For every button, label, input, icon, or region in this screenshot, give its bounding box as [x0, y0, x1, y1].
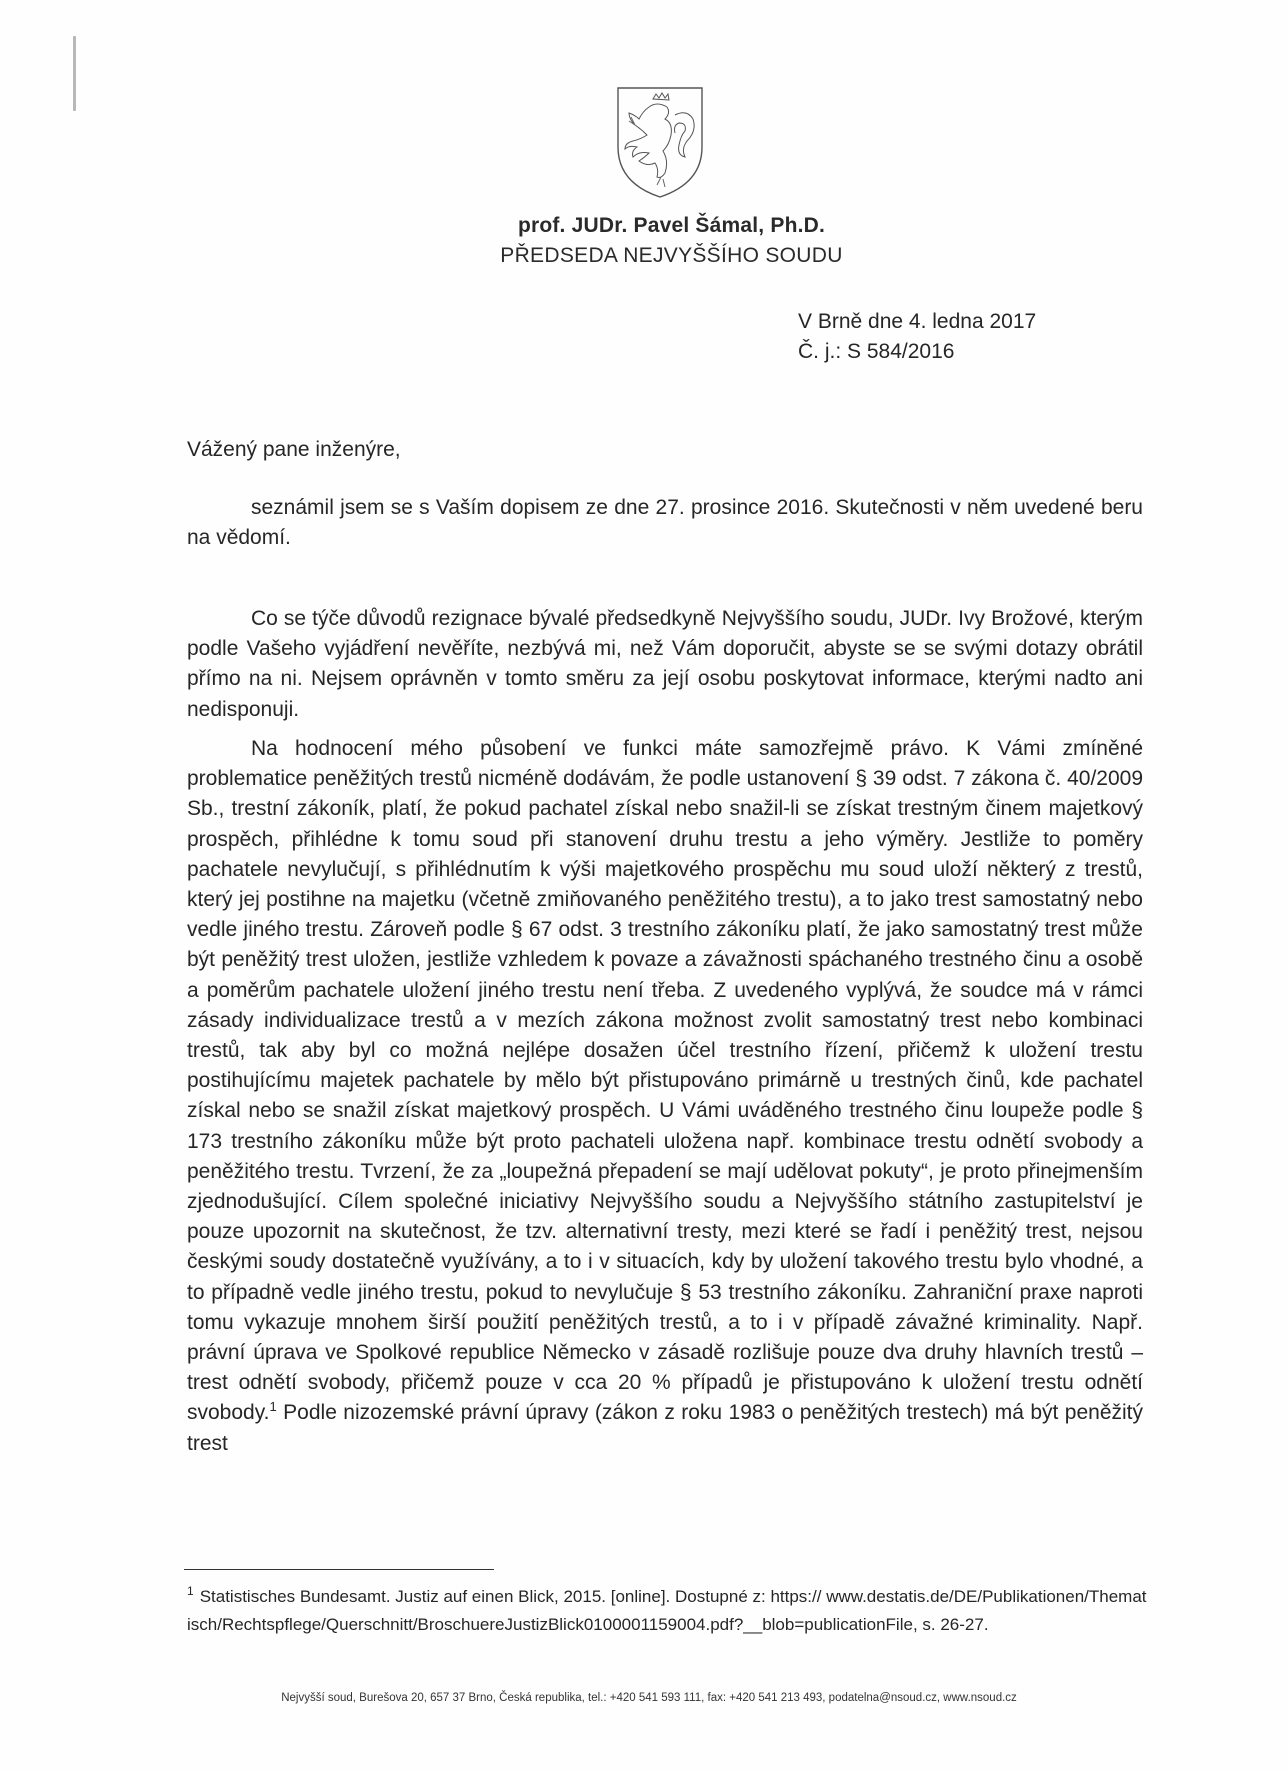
paragraph-text-continued: Podle nizozemské právní úpravy (zákon z roku 1983 o peněžitých trestech) má být peněžitý trest [187, 1401, 1143, 1455]
sender-title: PŘEDSEDA NEJVYŠŠÍHO SOUDU [500, 244, 843, 267]
body-paragraph-1 [187, 493, 1143, 553]
footnote-reference: 1 [269, 1399, 277, 1415]
footnote-separator [184, 1569, 494, 1570]
body-paragraph-2 [187, 604, 1143, 725]
body-paragraph-3 [187, 734, 1143, 1459]
sender-name: prof. JUDr. Pavel Šámal, Ph.D. [517, 214, 826, 237]
footnote-text: Statistisches Bundesamt. Justiz auf einen Blick, 2015. [online]. Dostupné z: https:// www.destatis.de/DE/Publikationen/Thematisch/Rechtspflege/Querschnitt/BroschuereJustizBlick0100001159004.pdf?__blob=publicationFile, s. 26-27. [187, 1587, 1147, 1634]
paragraph-text-container [187, 734, 1143, 1459]
footnote-mark: 1 [187, 1584, 194, 1599]
paragraph-text: Na hodnocení mého působení ve funkci máte samozřejmě právo. K Vámi zmíněné problematice peněžitých trestů nicméně dodávám, že podle ustanovení § 39 odst. 7 zákona č. 40/2009 Sb., trestní zákoník, platí, že pokud pachatel získal nebo snažil-li se získat trestným činem majetkový prospěch, přihlédne k tomu soud při stanovení druhu trestu a jeho výměry. Jestliže to poměry pachatele nevylučují, s přihlédnutím k výši majetkového prospěchu mu soud uloží některý z trestů, který jej postihne na majetku (včetně zmiňovaného peněžitého trestu), a to jako trest samostatný nebo vedle jiného trestu. Zároveň podle § 67 odst. 3 trestního zákoníku platí, že jako samostatný trest může být peněžitý trest uložen, jestliže vzhledem k povaze a závažnosti spáchaného trestného činu a osobě a poměrům pachatele uložení jiného trestu není třeba. Z uvedeného vyplývá, že soudce má v rámci zásady individualizace trestů a v mezích zákona možnost zvolit samostatný trest nebo kombinaci trestů, tak aby byl co možná nejlépe dosažen účel trestního řízení, přičemž k uložení trestu postihujícímu majetek pachatele by mělo být přistupováno primárně u trestných činů, kde pachatel získal nebo se snažil získat majetkový prospěch. U Vámi uváděného trestného činu loupeže podle § 173 trestního zákoníku může být proto pachateli uložena např. kombinace trestu odnětí svobody a peněžitého trestu. Tvrzení, že za „loupežná přepadení se mají udělovat pokuty“, je proto přinejmenším zjednodušující. Cílem společné iniciativy Nejvyššího soudu a Nejvyššího státního zastupitelství je pouze upozornit na skutečnost, že tzv. alternativní tresty, mezi které se řadí i peněžitý trest, nejsou českými soudy dostatečně využívány, a to i v situacích, kdy by uložení takového trestu bylo vhodné, a to případně vedle jiného trestu, pokud to nevylučuje § 53 trestního zákoníku. Zahraniční praxe naproti tomu vykazuje mnohem širší použití peněžitých trestů, a to i v případě závažné kriminality. Např. právní úprava ve Spolkové republice Německo v zásadě rozlišuje pouze dva druhy hlavních trestů – trest odnětí svobody, přičemž pouze v cca 20 % případů je přistupováno k uložení trestu odnětí svobody. [187, 737, 1143, 1425]
reference-number: Č. j.: S 584/2016 [798, 340, 955, 363]
czech-coat-of-arms-lion-icon [615, 85, 705, 200]
letter-date: V Brně dne 4. ledna 2017 [798, 310, 1037, 333]
paragraph-text: Co se týče důvodů rezignace bývalé předsedkyně Nejvyššího soudu, JUDr. Ivy Brožové, kterým podle Vašeho vyjádření nevěříte, nezbývá mi, než Vám doporučit, abyste se se svými dotazy obrátil přímo na ni. Nejsem oprávněn v tomto směru za její osobu poskytovat informace, kterými nadto ani nedisponuji. [187, 607, 1143, 721]
page-footer: Nejvyšší soud, Burešova 20, 657 37 Brno, Česká republika, tel.: +420 541 593 111, fax: +420 541 213 493, podatelna@nsoud.cz, www.nsoud.cz [281, 1692, 1017, 1704]
salutation: Vážený pane inženýre, [187, 438, 401, 461]
scan-punch-mark [73, 36, 76, 111]
paragraph-text: seznámil jsem se s Vaším dopisem ze dne 27. prosince 2016. Skutečnosti v něm uvedené beru na vědomí. [187, 496, 1143, 550]
footnote [187, 1583, 1147, 1639]
